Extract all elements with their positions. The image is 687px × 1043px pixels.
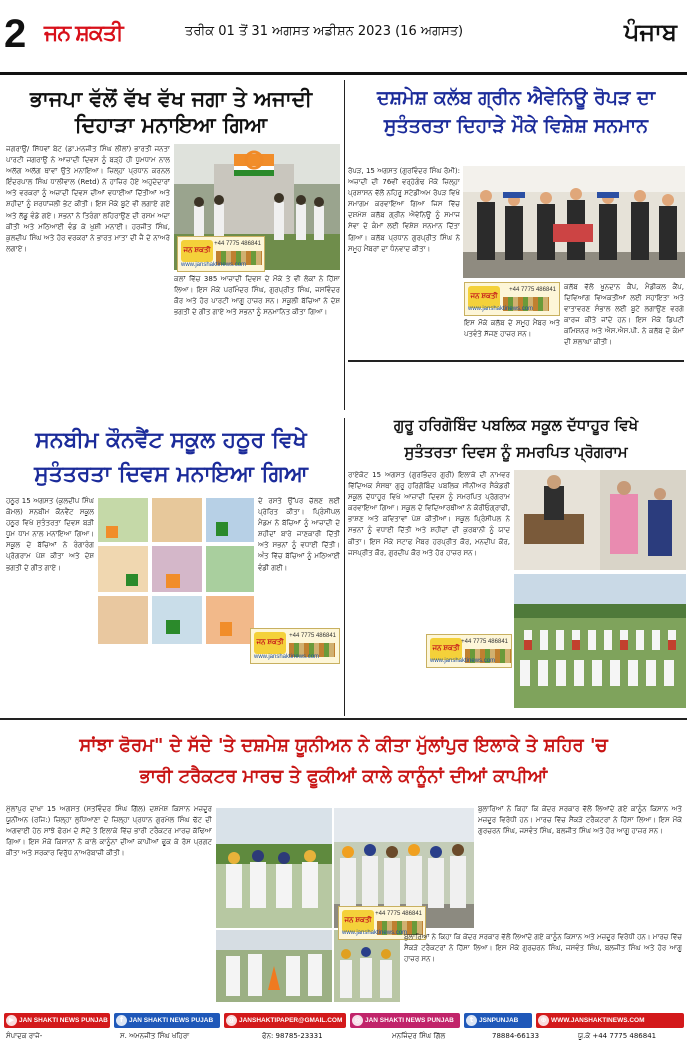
article2-photo-honour-ceremony <box>463 166 685 278</box>
ad-logo: ਜਨ ਸ਼ਕਤੀ <box>181 240 213 262</box>
article4-body-col1: ਰਾਏਕੋਟ 15 ਅਗਸਤ (ਗੁਰਭਿੰਦਰ ਗੁਰੀ) ਇਲਾਕੇ ਦੀ ਨਾਮਵਰ ਵਿੱਦਿਅਕ ਸੰਸਥਾ ਗੁਰੂ ਹਰਿਗੋਬਿੰਦ ਪਬਲਿਕ ਸੀਨੀਅਰ ਸੈਕੰਡਰੀ ਸਕੂਲ ਦੱਧਾਹੂਰ ਵਿਖੇ ਆਜ਼ਾਦੀ ਦਿਵਸ ਨੂੰ ਸਮਰਪਿਤ ਪ੍ਰੋਗਰਾਮ ਕਰਵਾਇਆ ਗਿਆ। ਸਕੂਲ ਦੇ ਵਿਦਿਆਰਥੀਆਂ ਨੇ ਕੋਰੀਓਗ੍ਰਾਫੀ, ਭਾਸ਼ਣ ਅਤੇ ਕਵਿਤਾਵਾਂ ਪੇਸ਼ ਕੀਤੀਆਂ। ਸਕੂਲ ਪ੍ਰਿੰਸੀਪਲ ਨੇ ਸਭਨਾਂ ਨੂੰ ਵਧਾਈ ਦਿੱਤੀ ਅਤੇ ਸ਼ਹੀਦਾਂ ਦੀ ਕੁਰਬਾਨੀ ਨੂੰ ਯਾਦ ਕੀਤਾ। ਇਸ ਮੌਕੇ ਸਟਾਫ ਮੈਂਬਰ ਹਰਪ੍ਰੀਤ ਕੌਰ, ਮਨਦੀਪ ਕੌਰ, ਜਸਪ੍ਰੀਤ ਕੌਰ, ਗੁਰਦੀਪ ਕੌਰ ਅਤੇ ਹੋਰ ਹਾਜ਼ਰ ਸਨ। <box>348 471 510 557</box>
ad-logo: ਜਨ ਸ਼ਕਤੀ <box>468 286 500 308</box>
ad-phone: +44 7775 486841 <box>375 911 422 917</box>
article2-caption: ਇਸ ਮੌਕੇ ਕਲੱਬ ਦੇ ਸਮੂਹ ਮੈਂਬਰ ਅਤੇ ਪਤਵੰਤੇ ਸੱਜਣ ਹਾਜ਼ਰ ਸਨ। <box>464 319 560 339</box>
social-website-link[interactable]: ⊕ WWW.JANSHAKTINEWS.COM <box>536 1013 684 1028</box>
ad-website: www.janshaktinews.com <box>430 658 496 664</box>
column-divider <box>344 80 345 410</box>
social-youtube-link[interactable]: ▶ JAN SHAKTI NEWS PUNJAB <box>4 1013 110 1028</box>
twitter-icon: t <box>466 1015 477 1026</box>
ad-logo: ਜਨ ਸ਼ਕਤੀ <box>254 632 286 654</box>
ad-website: www.janshaktinews.com <box>468 306 534 312</box>
article5-body-col2: ਬੁਲਾਰਿਆਂ ਨੇ ਕਿਹਾ ਕਿ ਕੇਂਦਰ ਸਰਕਾਰ ਵੱਲੋਂ ਲਿਆਂਦੇ ਗਏ ਕਾਨੂੰਨ ਕਿਸਾਨ ਅਤੇ ਮਜ਼ਦੂਰ ਵਿਰੋਧੀ ਹਨ। ਮਾਰਚ ਵਿੱਚ ਸੈਂਕੜੇ ਟਰੈਕਟਰਾਂ ਨੇ ਹਿੱਸਾ ਲਿਆ। ਇਸ ਮੌਕੇ ਗੁਰਚਰਨ ਸਿੰਘ, ਜਸਵੰਤ ਸਿੰਘ, ਬਲਜੀਤ ਸਿੰਘ ਅਤੇ ਹੋਰ ਆਗੂ ਹਾਜ਼ਰ ਸਨ। <box>478 805 682 836</box>
social-facebook-link[interactable]: f JAN SHAKTI NEWS PUJAB <box>114 1013 220 1028</box>
ad-logo: ਜਨ ਸ਼ਕਤੀ <box>342 910 374 932</box>
social-email-link[interactable]: @ JANSHAKTIPAPER@GMAIL.COM <box>224 1013 346 1028</box>
section-divider <box>348 360 684 362</box>
article2-ad-box <box>464 282 560 316</box>
footer-correspondent-phone: 78884-66133 <box>492 1032 540 1040</box>
ad-phone: +44 7775 486841 <box>214 241 261 247</box>
ad-logo: ਜਨ ਸ਼ਕਤੀ <box>430 638 462 660</box>
section-title: ਪੰਜਾਬ <box>624 18 677 46</box>
footer-correspondent-name: ਮਨਜਿੰਦਰ ਸਿੰਘ ਗਿੱਲ <box>392 1032 446 1040</box>
article3-ad-box <box>250 628 340 664</box>
article5-body-col1: ਮੁੱਲਾਂਪੁਰ ਦਾਖਾ 15 ਅਗਸਤ (ਸਤਵਿੰਦਰ ਸਿੰਘ ਗਿੱਲ) ਦਸ਼ਮੇਸ਼ ਕਿਸਾਨ ਮਜ਼ਦੂਰ ਯੂਨੀਅਨ (ਰਜਿ:) ਜ਼ਿਲ੍ਹਾ ਲੁਧਿਆਣਾ ਦੇ ਜ਼ਿਲ੍ਹਾ ਪ੍ਰਧਾਨ ਗੁਰਮੇਲ ਸਿੰਘ ਢੱਟ ਦੀ ਅਗਵਾਈ ਹੇਠ ਸਾਂਝੇ ਫੋਰਮ ਦੇ ਸੱਦੇ ਤੇ ਇਲਾਕੇ ਵਿੱਚ ਭਾਰੀ ਟਰੈਕਟਰ ਮਾਰਚ ਕੱਢਿਆ ਗਿਆ। ਇਸ ਮੌਕੇ ਕਿਸਾਨਾਂ ਨੇ ਕਾਲੇ ਕਾਨੂੰਨਾਂ ਦੀਆਂ ਕਾਪੀਆਂ ਫੂਕ ਕੇ ਰੋਸ ਪ੍ਰਗਟ ਕੀਤਾ ਅਤੇ ਸਰਕਾਰ ਵਿਰੁੱਧ ਨਾਅਰੇਬਾਜ਼ੀ ਕੀਤੀ। <box>6 805 212 858</box>
article5-headline: ਸਾਂਝਾ ਫੋਰਮ" ਦੇ ਸੱਦੇ 'ਤੇ ਦਸ਼ਮੇਸ਼ ਯੂਨੀਅਨ ਨੇ ਕੀਤਾ ਮੁੱਲਾਂਪੁਰ ਇਲਾਕੇ ਤੇ ਸ਼ਹਿਰ 'ਚ ਭਾਰੀ ਟਰੈਕਟਰ ਮਾਰਚ ਤੇ ਫੂਕੀਆਂ ਕਾਲੇ ਕਾਨੂੰਨਾਂ ਦੀਆਂ ਕਾਪੀਆਂ <box>79 735 608 787</box>
article4-headline: ਗੁਰੂ ਹਰਿਗੋਬਿੰਦ ਪਬਲਿਕ ਸਕੂਲ ਦੱਧਾਹੂਰ ਵਿਖੇ ਸੁਤੰਤਰਤਾ ਦਿਵਸ ਨੂੰ ਸਮਰਪਿਤ ਪ੍ਰੋਗਰਾਮ <box>393 416 639 461</box>
ad-website: www.janshaktinews.com <box>181 262 247 268</box>
instagram-icon: ◎ <box>352 1015 363 1026</box>
footer-editor-label: ਸੰਪਾਦਕ ਰਾਜੇ- <box>6 1032 43 1040</box>
globe-icon: ⊕ <box>538 1015 549 1026</box>
social-instagram-link[interactable]: ◎ JAN SHAKTI NEWS PUNJAB <box>350 1013 460 1028</box>
social-twitter-link[interactable]: t JSNPUNJAB <box>464 1013 532 1028</box>
article3-photo-collage <box>96 496 256 646</box>
article1-headline: ਭਾਜਪਾ ਵੱਲੋਂ ਵੱਖ ਵੱਖ ਜਗਾ ਤੇ ਅਜਾਦੀ ਦਿਹਾੜਾ ਮਨਾਇਆ ਗਿਆ <box>29 87 313 137</box>
ad-website: www.janshaktinews.com <box>254 654 320 660</box>
article1-body-col2: ਕਲਾਂ ਵਿੱਚ 385 ਆਜ਼ਾਦੀ ਦਿਵਸ ਦੇ ਮੌਕੇ ਤੇ ਵੀ ਲੋਕਾਂ ਨੇ ਹਿੱਸਾ ਲਿਆ। ਇਸ ਮੌਕੇ ਪਰਮਿੰਦਰ ਸਿੰਘ, ਗੁਰਪ੍ਰੀਤ ਸਿੰਘ, ਜਸਵਿੰਦਰ ਕੌਰ ਅਤੇ ਹੋਰ ਪਾਰਟੀ ਆਗੂ ਹਾਜ਼ਰ ਸਨ। ਸਕੂਲੀ ਬੱਚਿਆਂ ਨੇ ਦੇਸ਼ ਭਗਤੀ ਦੇ ਗੀਤ ਗਾਏ ਅਤੇ ਸਭਨਾਂ ਨੂੰ ਸਨਮਾਨਿਤ ਕੀਤਾ ਗਿਆ। <box>174 275 340 317</box>
masthead <box>0 0 687 74</box>
article4-photo-stage <box>514 470 686 570</box>
article5-photo-tractor-march <box>216 808 332 928</box>
article3-body-col1: ਹਠੂਰ 15 ਅਗਸਤ (ਕੁਲਦੀਪ ਸਿੰਘ ਕੋਮਲ) ਸਨਬੀਮ ਕੌਨਵੈਂਟ ਸਕੂਲ ਹਠੂਰ ਵਿਖੇ ਸੁਤੰਤਰਤਾ ਦਿਵਸ ਬੜੀ ਧੂਮ ਧਾਮ ਨਾਲ ਮਨਾਇਆ ਗਿਆ। ਸਕੂਲ ਦੇ ਬੱਚਿਆਂ ਨੇ ਰੰਗਾਰੰਗ ਪ੍ਰੋਗਰਾਮ ਪੇਸ਼ ਕੀਤਾ ਅਤੇ ਦੇਸ਼ ਭਗਤੀ ਦੇ ਗੀਤ ਗਾਏ। <box>6 497 94 572</box>
article2-headline: ਦਸ਼ਮੇਸ਼ ਕਲੱਬ ਗ੍ਰੀਨ ਐਵੇਨਿਊ ਰੋਪੜ ਦਾ ਸੁਤੰਤਰਤਾ ਦਿਹਾੜੇ ਮੌਕੇ ਵਿਸ਼ੇਸ਼ ਸਨਮਾਨ <box>376 87 656 137</box>
article5-photo-gathering <box>334 930 400 1002</box>
article1-ad-box <box>177 236 265 272</box>
youtube-icon: ▶ <box>6 1015 17 1026</box>
ad-phone: +44 7775 486841 <box>461 639 508 645</box>
article1-body-col1: ਜਗਰਾਉਂ/ ਸਿੱਧਵਾਂ ਬੇਟ (ਡਾ.ਮਨਜੀਤ ਸਿੰਘ ਲੀਲਾਂ) ਭਾਰਤੀ ਜਨਤਾ ਪਾਰਟੀ ਜਗਰਾਉਂ ਨੇ ਆਜ਼ਾਦੀ ਦਿਵਸ ਨੂੰ ਬੜ੍ਹੇ ਹੀ ਧੂਮਧਾਮ ਨਾਲ ਅਲੱਗ ਅਲੱਗ ਥਾਵਾਂ ਉਤੇ ਮਨਾਇਆ। ਜ਼ਿਲ੍ਹਾ ਪ੍ਰਧਾਨ ਕਰਨਲ ਇੰਦਰਪਾਲ ਸਿੰਘ ਧਾਲੀਵਾਲ (Retd) ਨੇ ਹਾਜ਼ਿਰ ਹੋਏ ਅਹੁਦੇਦਾਰਾਂ ਅਤੇ ਵਰਕਰਾਂ ਨੂੰ ਅਜ਼ਾਦੀ ਦਿਵਸ ਦੀਆਂ ਵਧਾਈਆਂ ਦਿੱਤੀਆਂ ਅਤੇ ਸ਼ਹੀਦਾਂ ਨੂੰ ਸ਼ਰਧਾਂਜਲੀ ਭੇਟ ਕੀਤੀ। ਇਸ ਮੌਕੇ ਬੂਟੇ ਵੀ ਲਗਾਏ ਗਏ ਅਤੇ ਲੱਡੂ ਵੰਡੇ ਗਏ। ਸਭਨਾਂ ਨੇ ਤਿਰੰਗਾ ਲਹਿਰਾਉਣ ਦੀ ਰਸਮ ਅਦਾ ਕੀਤੀ ਅਤੇ ਮਠਿਆਈ ਵੰਡ ਕੇ ਖੁਸ਼ੀ ਮਨਾਈ। ਹਰਜੀਤ ਸਿੰਘ, ਕੁਲਦੀਪ ਸਿੰਘ ਅਤੇ ਹੋਰ ਵਰਕਰਾਂ ਨੇ ਭਾਰਤ ਮਾਤਾ ਦੀ ਜੈ ਦੇ ਨਾਅਰੇ ਲਗਾਏ। <box>6 145 170 253</box>
ad-website: www.janshaktinews.com <box>342 930 408 936</box>
article5-photo-burning-copies <box>216 930 332 1002</box>
footer-editor-phone: ਫੋਨ: 98785-23331 <box>262 1032 323 1040</box>
footer-credits-bar <box>0 1030 687 1043</box>
article3-body-col2: ਦੇ ਰਸਤੇ ਉੱਪਰ ਚੱਲਣ ਲਈ ਪ੍ਰੇਰਿਤ ਕੀਤਾ। ਪ੍ਰਿੰਸੀਪਲ ਮੈਡਮ ਨੇ ਬੱਚਿਆਂ ਨੂੰ ਆਜ਼ਾਦੀ ਦੇ ਸ਼ਹੀਦਾਂ ਬਾਰੇ ਜਾਣਕਾਰੀ ਦਿੱਤੀ ਅਤੇ ਸਭਨਾਂ ਨੂੰ ਵਧਾਈ ਦਿੱਤੀ। ਅੰਤ ਵਿੱਚ ਬੱਚਿਆਂ ਨੂੰ ਮਠਿਆਈ ਵੰਡੀ ਗਈ। <box>258 497 340 572</box>
article5-body-col3: ਬੁਲਾਰਿਆਂ ਨੇ ਕਿਹਾ ਕਿ ਕੇਂਦਰ ਸਰਕਾਰ ਵੱਲੋਂ ਲਿਆਂਦੇ ਗਏ ਕਾਨੂੰਨ ਕਿਸਾਨ ਅਤੇ ਮਜ਼ਦੂਰ ਵਿਰੋਧੀ ਹਨ। ਮਾਰਚ ਵਿੱਚ ਸੈਂਕੜੇ ਟਰੈਕਟਰਾਂ ਨੇ ਹਿੱਸਾ ਲਿਆ। ਇਸ ਮੌਕੇ ਗੁਰਚਰਨ ਸਿੰਘ, ਜਸਵੰਤ ਸਿੰਘ, ਬਲਜੀਤ ਸਿੰਘ ਅਤੇ ਹੋਰ ਆਗੂ ਹਾਜ਼ਰ ਸਨ। <box>404 933 682 964</box>
footer-editor-name: ਸ. ਅਮਨਜੀਤ ਸਿੰਘ ਖਹਿਰਾ <box>120 1032 190 1040</box>
column-divider <box>344 418 345 716</box>
ad-phone: +44 7775 486841 <box>289 633 336 639</box>
dateline: ਤਰੀਕ 01 ਤੋਂ 31 ਅਗਸਤ ਅਡੀਸ਼ਨ 2023 (16 ਅਗਸਤ) <box>185 24 464 39</box>
article2-body-col2: ਕਲੱਬ ਵੱਲੋਂ ਖੂਨਦਾਨ ਕੈਂਪ, ਮੈਡੀਕਲ ਕੈਂਪ, ਦਿਵਿਆਂਗ ਵਿਅਕਤੀਆਂ ਲਈ ਸਹਾਇਤਾ ਅਤੇ ਵਾਤਾਵਰਣ ਸੰਭਾਲ ਲਈ ਬੂਟੇ ਲਗਾਉਣ ਵਰਗੇ ਕਾਰਜ ਕੀਤੇ ਜਾਂਦੇ ਹਨ। ਇਸ ਮੌਕੇ ਡਿਪਟੀ ਕਮਿਸ਼ਨਰ ਅਤੇ ਐਸ.ਐਸ.ਪੀ. ਨੇ ਕਲੱਬ ਦੇ ਕੰਮਾਂ ਦੀ ਸ਼ਲਾਘਾ ਕੀਤੀ। <box>564 283 684 347</box>
article3-headline: ਸਨਬੀਮ ਕੌਨਵੈਂਟ ਸਕੂਲ ਹਠੂਰ ਵਿਖੇ ਸੁਤੰਤਰਤਾ ਦਿਵਸ ਮਨਾਇਆ ਗਿਆ <box>34 428 308 487</box>
article2-body-col1: ਰੋਪੜ, 15 ਅਗਸਤ (ਗੁਰਵਿੰਦਰ ਸਿੰਘ ਰੋਮੀ): ਅਜ਼ਾਦੀ ਦੀ 76ਵੀਂ ਵਰ੍ਹੇਗੰਢ ਮੌਕੇ ਜ਼ਿਲ੍ਹਾ ਪ੍ਰਸ਼ਾਸਨ ਵੱਲੋਂ ਨਹਿਰੂ ਸਟੇਡੀਅਮ ਰੋਪੜ ਵਿਖੇ ਸਮਾਗਮ ਕਰਵਾਇਆ ਗਿਆ ਜਿਸ ਵਿੱਚ ਦਸ਼ਮੇਸ਼ ਕਲੱਬ ਗ੍ਰੀਨ ਐਵੇਨਿਊ ਨੂੰ ਸਮਾਜ ਸੇਵਾ ਦੇ ਕੰਮਾਂ ਲਈ ਵਿਸ਼ੇਸ਼ ਸਨਮਾਨ ਦਿੱਤਾ ਗਿਆ। ਕਲੱਬ ਪ੍ਰਧਾਨ ਗੁਰਪ੍ਰੀਤ ਸਿੰਘ ਨੇ ਸਮੂਹ ਮੈਂਬਰਾਂ ਦਾ ਧੰਨਵਾਦ ਕੀਤਾ। <box>348 167 460 253</box>
newspaper-brand: ਜਨ ਸ਼ਕਤੀ <box>44 20 123 45</box>
facebook-icon: f <box>116 1015 127 1026</box>
section-divider <box>0 718 687 720</box>
article4-ad-box <box>426 634 512 668</box>
article4-photo-students-assembly <box>514 574 686 708</box>
footer-uk-phone: ਯੂ.ਕੇ +44 7775 486841 <box>578 1032 657 1040</box>
footer <box>0 1007 687 1043</box>
ad-phone: +44 7775 486841 <box>509 287 556 293</box>
header-rule <box>0 72 687 75</box>
page-number: 2 <box>4 12 27 56</box>
email-icon: @ <box>228 1016 235 1024</box>
